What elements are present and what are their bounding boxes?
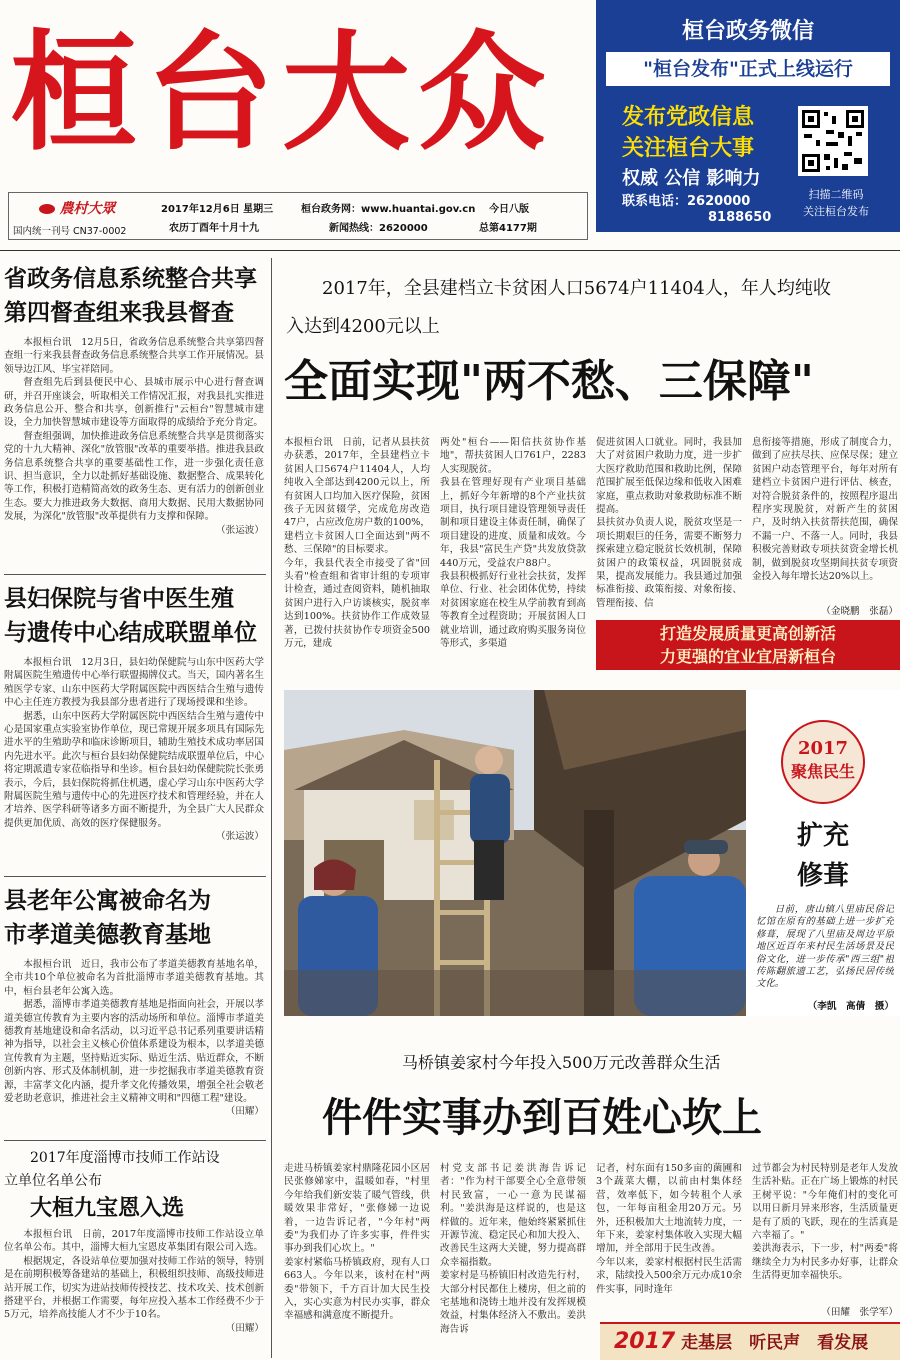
divider-2: [4, 876, 266, 877]
article-4-author: （田耀）: [225, 1322, 264, 1334]
article-3-author: （田耀）: [225, 1106, 264, 1118]
article-1-title-1: 省政务信息系统整合共享: [4, 266, 257, 292]
badge-year: 2017: [797, 738, 849, 759]
article-2-title-2: 与遗传中心结成联盟单位: [4, 620, 257, 646]
column-divider: [271, 258, 272, 1358]
lead-col-3: 促进贫困人口就业。同时，我县加大了对贫困户救助力度，进一步扩大医疗救助范围和救助比例，保障范围扩展至低保边缘和低收入困难家庭，重点救助对象救助标准不断提高。 县扶贫办负责人说，脱贫攻坚是一项长期艰巨的任务，需要不断努力探索建立稳定脱贫长效机制，保障贫困户的政策权益，巩固脱贫成果，提高发展能力。我县通过加强标准衔接、政策衔接、对象衔接、管理衔接、信: [596, 437, 742, 609]
phone-label: 联系电话：: [622, 194, 688, 209]
banner2-year: 2017: [614, 1329, 676, 1354]
promo-subtitle: "桓台发布"正式上线运行: [606, 52, 890, 86]
article-1-title-2: 第四督查组来我县督查: [4, 300, 234, 326]
divider-1: [4, 574, 266, 575]
sub-logo-mark-icon: [39, 204, 55, 214]
story2-col-4: 过节都会为村民特别是老年人发放生活补贴。正在广场上锻炼的村民王树平说："今年俺们村的变化可以用日新月异来形容，生活质量更是有了质的飞跃，现在的生活真是六幸福了。" 姜洪海表示，下一步，村"两委"将继续全力为村民多办好事，让群众生活得更加幸福快乐。: [752, 1163, 898, 1282]
article-4-title-2: 立单位名单公布: [4, 1173, 102, 1189]
phone-1: 2620000: [687, 194, 751, 209]
qr-caption-1: 扫描二维码: [808, 188, 864, 201]
development-banner: [596, 620, 900, 670]
story2-kicker: 马桥镇姜家村今年投入500万元改善群众生活: [402, 1053, 721, 1072]
banner2-text: 走基层 听民声 看发展: [681, 1333, 869, 1353]
article-1-p2: 督查组先后到县便民中心、县城市展示中心进行督查调研，并召开座谈会，听取相关工作情况汇报，对我县扎实推进政务信息公开、整合和共享，创新推行"云桓台"智慧城市建设，全力加快智慧城市建设等方面取得的成绩给予充分肯定。: [4, 377, 264, 429]
divider-3: [4, 1140, 266, 1141]
issue-number: 总第4177期: [479, 223, 537, 234]
article-2-body: [4, 656, 264, 862]
photo-credit: （李凯 高倩 摄）: [807, 1001, 894, 1012]
lead-col-4: 息衔接等措施，形成了制度合力，做到了应扶尽扶、应保尽保；建立贫困户动态管理平台，每年对所有建档立卡贫困户进行评估、核查，对符合脱贫条件的，按照程序退出程序实现脱贫，对新产生的贫困户，及时纳入扶贫帮扶范围，确保不漏一户、不落一人。同时，我县积极完善财政专项扶贫资金增长机制，做到脱贫攻坚期间扶贫专项资金投入每年增长达20%以上。: [752, 437, 898, 583]
badge-text: 聚焦民生: [790, 762, 855, 781]
news-photo: [284, 690, 746, 1016]
article-4-p1: 本报桓台讯 日前，2017年度淄博市技师工作站设立单位名单公布。其中，淄博大桓九宝恩皮革集团有限公司入选。: [4, 1229, 264, 1254]
lead-title: 全面实现"两不愁、三保障": [284, 356, 814, 407]
banner-line-1: 打造发展质量更高创新活: [659, 624, 836, 643]
promo-slogan: 权威 公信 影响力: [622, 168, 761, 189]
article-3-title-2: 市孝道美德教育基地: [4, 922, 211, 948]
page-count: 今日八版: [489, 204, 529, 215]
lead-author: （金晓鹏 张磊）: [821, 606, 898, 617]
wechat-promo: [596, 0, 900, 232]
article-1-author: （张运波）: [216, 524, 264, 536]
article-1-p1: 本报桓台讯 12月5日，省政务信息系统整合共享第四督查组一行来我县督查政务信息系统整合共享工作开展情况。县领导边江风、毕宝祥陪同。: [4, 337, 264, 375]
photo-illustration: [284, 690, 746, 1016]
article-elderly: [4, 884, 264, 1126]
promo-title: 桓台政务微信: [681, 19, 814, 44]
photo-title-1: 扩充: [796, 821, 849, 851]
story2-title: 件件实事办到百姓心坎上: [322, 1094, 762, 1141]
article-gov-info: [4, 262, 264, 560]
article-2-p2: 据悉，山东中医药大学附属医院中西医结合生殖与遗传中心是国家重点实验室协作单位，现已常规开展多项具有国际先进水平的生殖助孕和临床诊断项目，辅助生殖技术成功率居国内先进水平。此次与桓台县妇幼保健院结成联盟单位后，中心将定期派遣专家莅临指导和坐诊。桓台县妇幼保健院院长张勇表示，今后，县妇保院将抓住机遇，虚心学习山东中医药大学附属医院生殖与遗传中心的先进医疗技术和管理经验，并在人才培养、医学科研等诸多方面不断提升，为全县广大人民群众提供更加优质、高效的医疗保健服务。: [4, 710, 264, 829]
article-3-title-1: 县老年公寓被命名为: [4, 888, 211, 914]
article-3-p1: 本报桓台讯 近日，我市公布了孝道美德教育基地名单，全市共10个单位被命名为首批淄博市孝道美德教育基地。其中，桓台县老年公寓入选。: [4, 959, 264, 997]
phone-2: 8188650: [708, 210, 772, 225]
article-3-p2: 据悉，淄博市孝道美德教育基地是指面向社会，开展以孝道美德宣传教育为主要内容的活动场所和单位。淄博市孝道美德教育基地建设和命名活动，以习近平总书记系列重要讲话精神为指导，以社会主义核心价值体系建设为根本，以孝道美德宣传教育为主题，坚持贴近实际、贴近生活、贴近群众，不断创新内容、形式及体制机制，进一步挖掘我市孝道美德教育资源，丰富孝文化内涵，提升孝文化传播效果，增强全社会敬老爱老助老意识，推进社会主义精神文明和"四德工程"建设。: [4, 999, 264, 1105]
article-4-body: [4, 1228, 264, 1354]
banner-line-2: 力更强的宜业宜居新桓台: [659, 647, 836, 666]
lead-col-2: 两处"桓台——阳信扶贫协作基地"，帮扶贫困人口761户，2283人实现脱贫。 我县在管理好现有产业项目基础上，抓好今年新增的8个产业扶贫项目，执行项目建设管理领导责任制和项目建设主体责任制，确保了项目建设的进度、质量和成效。今年，我县"富民生产贷"共发放贷款440万元，受益农户88户。 我县积极抓好行业社会扶贫，发挥单位、行业、社会团体优势，持续对贫困家庭在校生从学前教育到高等教育全过程资助；开展贫困人口就业培训，通过政府购买服务岗位等形式，多渠道: [440, 437, 586, 650]
article-2-p1: 本报桓台讯 12月3日，县妇幼保健院与山东中医药大学附属医院生殖遗传中心举行联盟揭牌仪式。当天，国内著名生殖医学专家、山东中医药大学附属医院中西医结合生殖与遗传中心主任连方教授为我县部分患者进行了现场授课和坐诊。: [4, 657, 264, 709]
promo-phone: [622, 194, 771, 226]
article-1-body: [4, 336, 264, 560]
news-hotline: 新闻热线：2620000: [329, 223, 428, 234]
article-2-author: （张运波）: [216, 831, 264, 843]
gov-site: 桓台政务网：www.huantai.gov.cn: [301, 204, 476, 215]
focus-livelihood-badge: [781, 720, 865, 804]
article-technician: [4, 1146, 264, 1354]
story2-col-2: 村党支部书记姜洪海告诉记者："作为村干部要全心全意带领村民致富，一心一意为民谋福利。"姜洪海是这样说的，也是这样做的。近年来，他始终紧紧抓住开源节流、稳定民心和加大投入、改善民生这两大关键，努力提高群众幸福指数。 姜家村是马桥镇旧村改造先行村，大部分村民都住上楼房，但之前的宅基地和浇铸土地并没有发挥规模效益，村集体经济入不敷出。姜洪海告诉: [440, 1163, 586, 1335]
lead-kicker-1: 2017年，全县建档立卡贫困人口5674户11404人，年人均纯收: [322, 278, 831, 299]
issue-date: 2017年12月6日 星期三: [161, 204, 274, 215]
article-2-title-1: 县妇保院与省中医生殖: [4, 586, 234, 612]
lunar-date: 农历丁酉年十月十九: [169, 223, 259, 234]
story2-author: （田耀 张学军）: [821, 1307, 898, 1318]
qr-code-icon: [798, 106, 868, 176]
sub-logo: [13, 198, 141, 220]
masthead-rule: [0, 250, 900, 251]
photo-title-2: 修葺: [796, 861, 849, 891]
article-4-title-1: 2017年度淄博市技师工作站设: [30, 1150, 220, 1166]
article-4-title-3: 大桓九宝恩入选: [30, 1196, 185, 1221]
article-maternity: [4, 582, 264, 862]
qr-caption-2: 关注桓台发布: [803, 205, 869, 218]
story2-col-1: 走进马桥镇姜家村鼎隆花园小区居民张修娣家中，温暖如春，"村里今年给我们新安装了暖气管线，供暖效果非常好，"张修娣一边说着，一边告诉记者，"今年村"两委"为我们办了许多实事，件件实事办到我们心坎上。" 姜家村紧临马桥镇政府，现有人口663人。今年以来，该村在村"两委"带领下，千方百计加大民生投入，实心实意为村民办实事，群众幸福感和满意度不断提升。: [284, 1163, 430, 1322]
masthead-info-box: [8, 192, 588, 240]
masthead-title: 桓台大众: [10, 18, 555, 168]
grassroots-banner: [600, 1322, 900, 1360]
article-3-body: [4, 958, 264, 1126]
promo-line-publish: 发布党政信息: [622, 105, 755, 130]
story2-col-3: 记者，村东面有150多亩的菌圃和3个蔬菜大棚，以前由村集体经营，效率低下，如今转租个人承包，一年每亩租金用20万元。另外，还积极加大土地流转力度，一年下来，姜家村集体收入实现大幅增加，并全部用于民生改善。 今年以来，姜家村根据村民生活需求，陆续投入500余万元办成10余件实事，同时逢年: [596, 1163, 742, 1295]
lead-col-1: 本报桓台讯 日前，记者从县扶贫办获悉，2017年，全县建档立卡贫困人口5674户11404人，人均纯收入全部达到4200元以上，所有贫困人口均加入医疗保险，贫困孩子无因贫辍学，完成危房改造47户，占应改危房户数的100%，建档立卡贫困人口全面达到"两不愁、三保障"的目标要求。 今年，我县代表全市接受了省"回头看"检查组和省审计组的专项审计检查，通过查阅资料，随机抽取贫困户进行入户访谈核实，脱贫率达到100%。扶贫协作工作成效显著，已拨付扶贫协作专项资金500万元，建成: [284, 437, 430, 650]
issn: 国内统一刊号 CN37-0002: [13, 226, 127, 237]
article-4-p2: 根据规定，各设站单位要加强对技师工作站的领导，特别是在前期积极筹备建站的基础上，积极组织技师、高级技师进站开展工作，切实为进站技师传授技艺、技术攻关、技术创新搭建平台，并根据工作需要，每年应投入基本工作经费不少于5万元，培养高技能人才不少于10名。: [4, 1255, 264, 1321]
lead-kicker-2: 入达到4200元以上: [286, 316, 440, 337]
promo-line-follow: 关注桓台大事: [622, 136, 755, 161]
photo-caption: 日前，唐山镇八里庙民俗记忆馆在原有的基础上进一步扩充修葺，展现了八里庙及周边平原地区近百年来村民生活场景及民俗文化，进一步传承"西三组"祖传陈翻旅遗工艺，弘扬民居传统文化。: [756, 904, 894, 990]
article-1-p3: 督查组强调，加快推进政务信息系统整合共享是贯彻落实党的十九大精神、深化"放管服"改革的重要举措。推进我县政务信息系统整合共享的重要基础性工作，进一步强化责任意识、担当意识，全力以赴抓好基础设施、数据整合、成果转化等工作，积极打造精简高效的政务生态、更有活力的创新创业生态。要大力推进政务大数据、商用大数据、民用大数据协同发展，为深化"放管服"改革提供有力支撑和保障。: [4, 430, 264, 523]
photo-sidebar: [746, 690, 900, 1016]
sub-logo-text: 農村大眾: [59, 201, 116, 217]
